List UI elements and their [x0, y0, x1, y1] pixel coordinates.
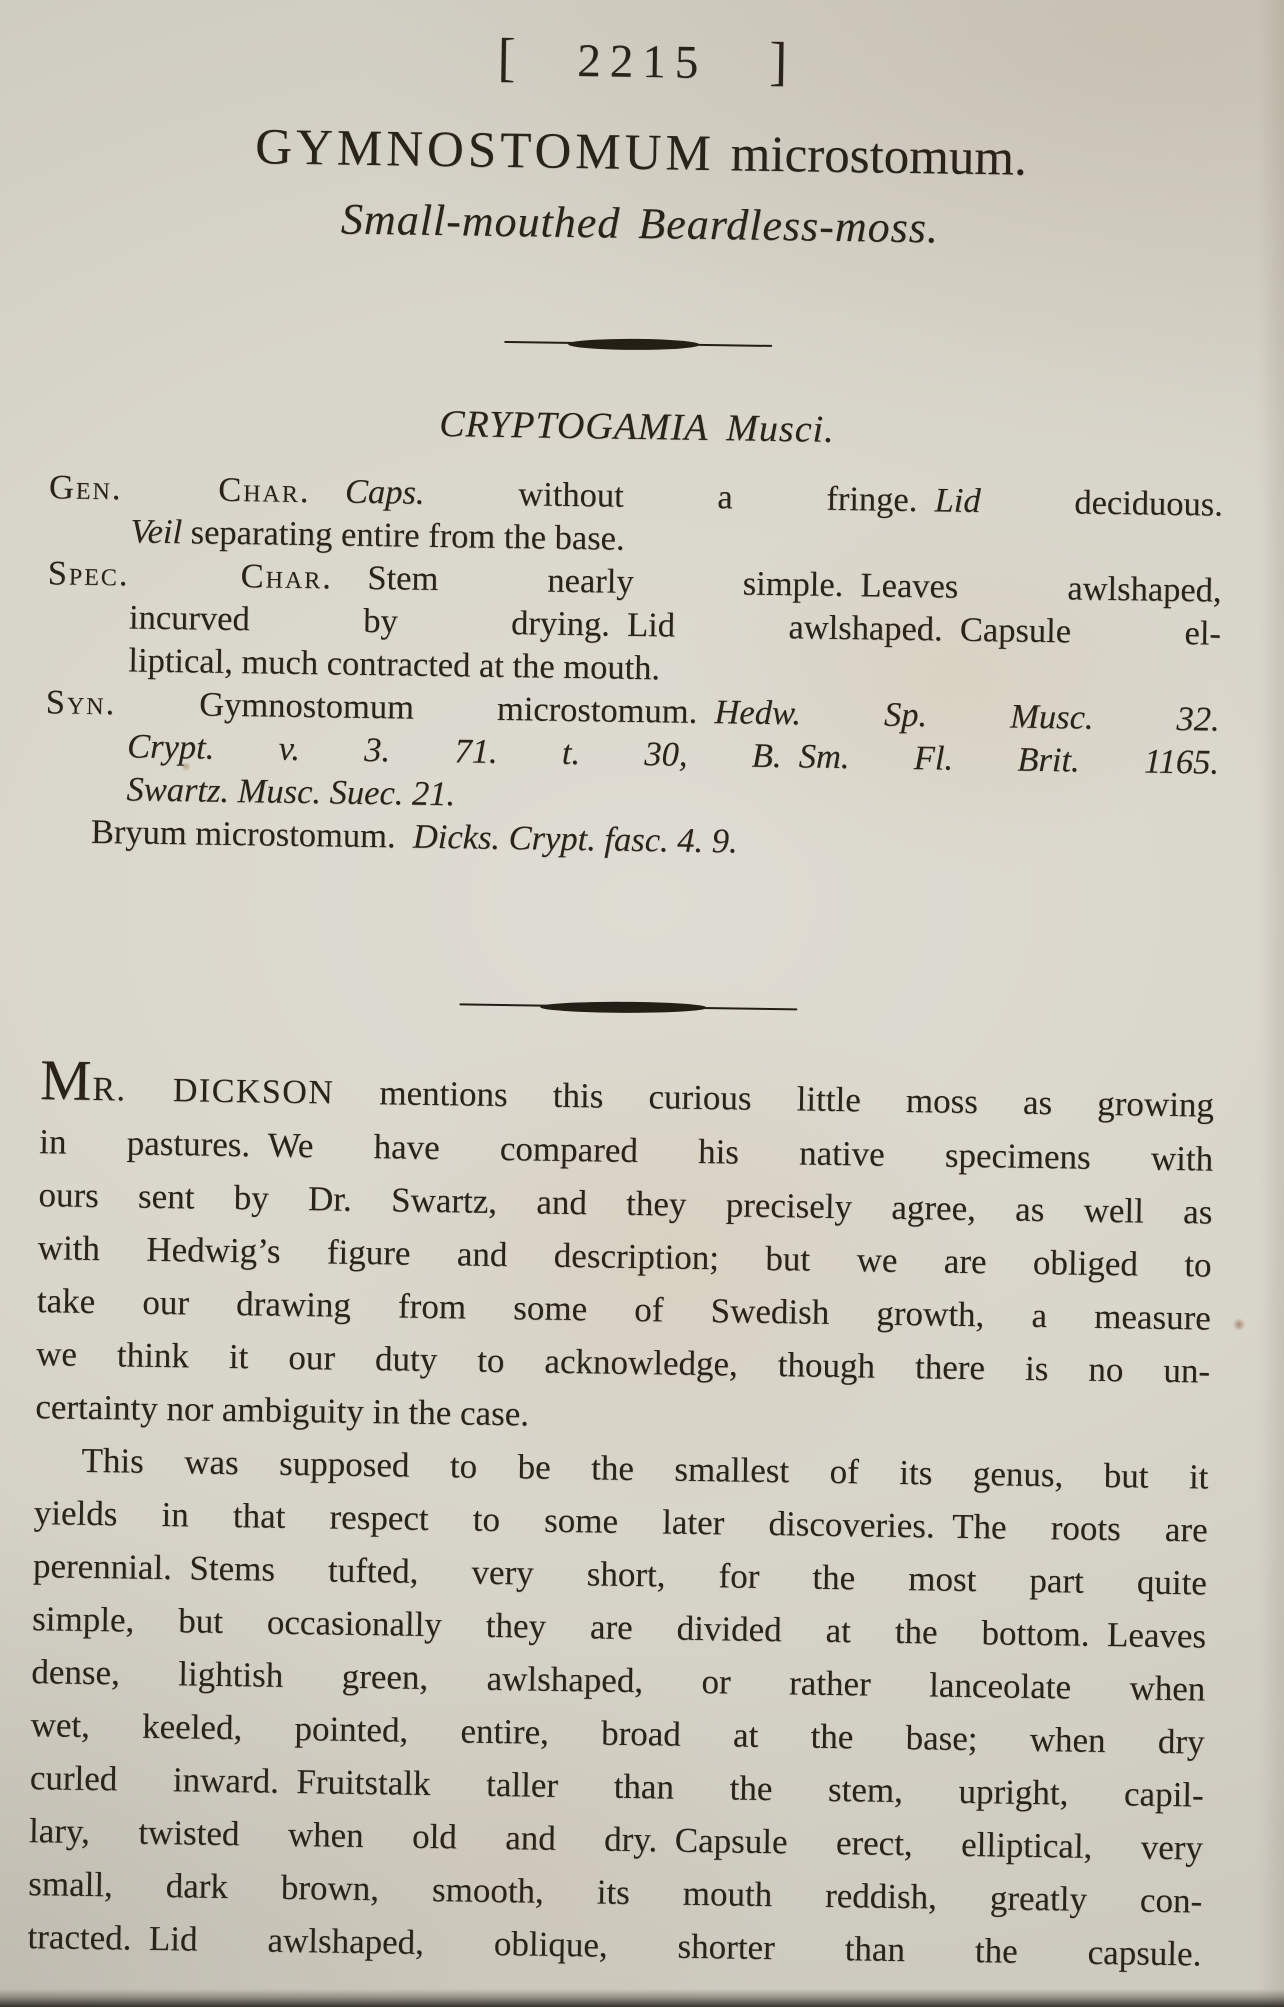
text-segment: R. DICKSON [92, 1070, 335, 1112]
opening-bracket: [ [497, 26, 516, 88]
text-segment: Hedw. Sp. Musc. 32. [714, 693, 1220, 739]
classification-heading: CRYPTOGAMIA Musci. [438, 403, 835, 451]
text-segment: in pastures. We have compared his native specimens with [39, 1122, 1214, 1179]
species-epithet: microstomum. [730, 126, 1028, 187]
text-segment: wet, keeled, pointed, entire, broad at the base; when dry [30, 1705, 1205, 1762]
text-segment [310, 472, 345, 511]
characters-section [44, 466, 1224, 870]
text-segment: Sm. Fl. Brit. 1165. [798, 737, 1220, 782]
text-segment: Swartz. Musc. Suec. 21. [126, 770, 456, 814]
text-segment: we think it our duty to acknowledge, though there is no un- [35, 1334, 1211, 1391]
text-segment: with Hedwig’s figure and description; but we are obliged to [37, 1228, 1212, 1285]
text-segment: This was supposed to be the smallest of its genus, but it [81, 1440, 1209, 1497]
text-segment: tracted. Lid awlshaped, oblique, shorter than the capsule. [27, 1917, 1202, 1974]
page-number-row [55, 19, 1230, 98]
text-segment: Veil [130, 512, 183, 552]
text-segment: certainty nor ambiguity in the case. [35, 1387, 530, 1434]
text-segment: incurved by drying. Lid awlshaped. Capsule el- [128, 598, 1222, 653]
species-title [54, 115, 1229, 190]
page-number: 2215 [576, 35, 708, 89]
text-segment: perennial. Stems tufted, very short, for the most part quite [32, 1546, 1208, 1603]
text-segment: dense, lightish green, awlshaped, or rather lanceolate when [31, 1652, 1206, 1709]
text-segment: Bryum microstomum. [90, 812, 414, 856]
text-segment: Gen. Char. [48, 468, 311, 511]
initial-capital: M [39, 1049, 94, 1113]
text-segment: Syn. [45, 683, 117, 723]
text-segment: small, dark brown, smooth, its mouth reddish, greatly con- [27, 1864, 1203, 1921]
ornamental-rule [504, 335, 772, 353]
text-segment: liptical, much contracted at the mouth. [128, 641, 661, 688]
closing-bracket: ] [768, 30, 788, 92]
text-segment: Stem nearly simple. Leaves awlshaped, [332, 558, 1222, 610]
text-segment: without a fringe. [424, 473, 935, 520]
text-segment: yields in that respect to some later discoveries. The roots are [33, 1493, 1208, 1550]
description-paragraph-1 [35, 1049, 1215, 1450]
text-segment: take our drawing from some of Swedish growth, a measure [36, 1281, 1212, 1338]
text-segment: Crypt. v. 3. 71. t. 30, B. [126, 727, 782, 776]
text-segment: Gymnostomum microstomum. [116, 684, 715, 732]
text-segment: simple, but occasionally they are divided at the bottom. Leaves [31, 1599, 1207, 1656]
text-segment: deciduous. [980, 482, 1224, 524]
text-segment: mentions this curious little moss as growing [333, 1072, 1215, 1125]
genus-name: GYMNOSTOMUM [254, 119, 716, 183]
text-segment [781, 737, 799, 775]
text-segment: Dicks. Crypt. fasc. 4. 9. [412, 817, 738, 861]
text-segment: lary, twisted when old and dry. Capsule erect, elliptical, very [28, 1811, 1204, 1868]
text-segment: Caps. [344, 472, 425, 512]
text-segment: curled inward. Fruitstalk taller than the stem, upright, capil- [29, 1758, 1205, 1815]
page-content [27, 11, 1230, 1980]
text-segment: separating entire from the base. [181, 513, 625, 558]
description-text [27, 1049, 1215, 1980]
text-segment: ours sent by Dr. Swartz, and they precisely agree, as well as [38, 1175, 1213, 1232]
description-paragraph-2 [27, 1433, 1209, 1980]
common-name-subtitle: Small-mouthed Beardless-moss. [340, 194, 940, 253]
text-segment: Lid [934, 481, 981, 521]
ornamental-rule [459, 997, 797, 1016]
text-segment: Spec. Char. [47, 554, 334, 597]
